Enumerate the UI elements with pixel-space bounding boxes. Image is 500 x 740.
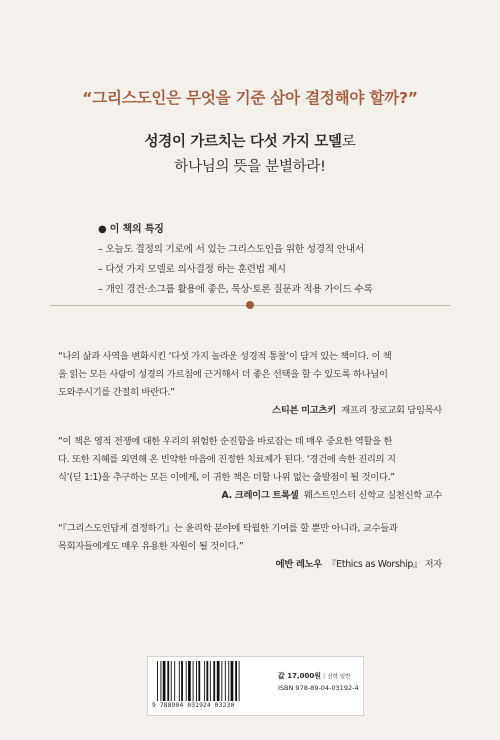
endorser-name: A. 크레이그 트록셀	[221, 490, 299, 501]
subtitle-rest: 로	[341, 134, 356, 150]
endorsement-attribution	[58, 487, 442, 505]
feature-item: – 개인 경건·소그룹 활용에 좋은, 묵상·토론 질문과 적용 가이드 수록	[98, 284, 373, 295]
divider-dot	[246, 301, 254, 309]
endorser-name: 스티븐 미고츠키	[272, 405, 336, 416]
quote-line: 을 읽는 모든 사람이 성경의 가르침에 근거해서 더 좋은 선택을 할 수 있도록 하나님이	[58, 369, 388, 380]
price-separator: |	[322, 672, 326, 680]
features-title: ● 이 책의 특징	[98, 224, 164, 235]
endorser-role: 『Ethics as Worship』 저자	[327, 559, 442, 570]
endorser-name: 에반 레노우	[275, 559, 322, 570]
subtitle-bold: 성경이 가르치는 다섯 가지 모델	[144, 134, 342, 150]
barcode-icon	[156, 661, 268, 701]
endorser-role: 웨스트민스터 신학교 실천신학 교수	[303, 490, 442, 501]
endorsement-2	[58, 433, 442, 505]
quote-line: “나의 삶과 사역을 변화시킨 ‘다섯 가지 놀라운 성경적 통찰’이 담겨 있는 책이다. 이 책	[58, 351, 392, 362]
subtitle-line-1	[0, 130, 500, 151]
category-label: 신학 일반	[327, 674, 351, 680]
subtitle-line-2: 하나님의 뜻을 분별하라!	[174, 159, 326, 175]
barcode-digits: 9 788904 031924 03230	[152, 702, 235, 709]
price-info	[278, 671, 362, 694]
endorsement-attribution	[58, 556, 442, 574]
price-label: 값 17,000원	[278, 672, 321, 680]
quote-line: 다. 또한 지혜를 외면해 온 빈약한 마음에 진정한 치료제가 된다. ‘경건에 속한 진리의 지	[58, 454, 396, 465]
feature-item: – 다섯 가지 모델로 의사결정 하는 훈련법 제시	[98, 264, 286, 275]
endorser-role: 재프리 장로교회 담임목사	[341, 405, 442, 416]
quote-line: 도와주시기를 간절히 바란다.”	[58, 387, 175, 398]
endorsement-attribution	[58, 402, 442, 420]
features-section	[98, 220, 438, 300]
barcode-box	[147, 656, 364, 716]
quote-line: “이 책은 영적 전쟁에 대한 우리의 위험한 순진함을 바로잡는 데 매우 중요한 역할을 한	[58, 436, 393, 447]
endorsement-3	[58, 520, 442, 574]
quote-line: 식’(딛 1:1)을 추구하는 모든 이에게, 이 귀한 책은 더할 나위 없는 출발점이 될 것이다.”	[58, 472, 395, 483]
quote-line: 목회자들에게도 매우 유용한 자원이 될 것이다.”	[58, 541, 244, 552]
endorsement-1	[58, 348, 442, 420]
isbn-label: ISBN 978-89-04-03192-4	[278, 684, 359, 692]
feature-item: – 오늘도 결정의 기로에 서 있는 그리스도인을 위한 성경적 안내서	[98, 244, 364, 255]
quote-line: “『그리스도인답게 결정하기』는 윤리학 분야에 탁월한 기여를 할 뿐만 아니라, 교수들과	[58, 523, 398, 534]
headline-question: “그리스도인은 무엇을 기준 삼아 결정해야 할까?”	[82, 89, 418, 107]
